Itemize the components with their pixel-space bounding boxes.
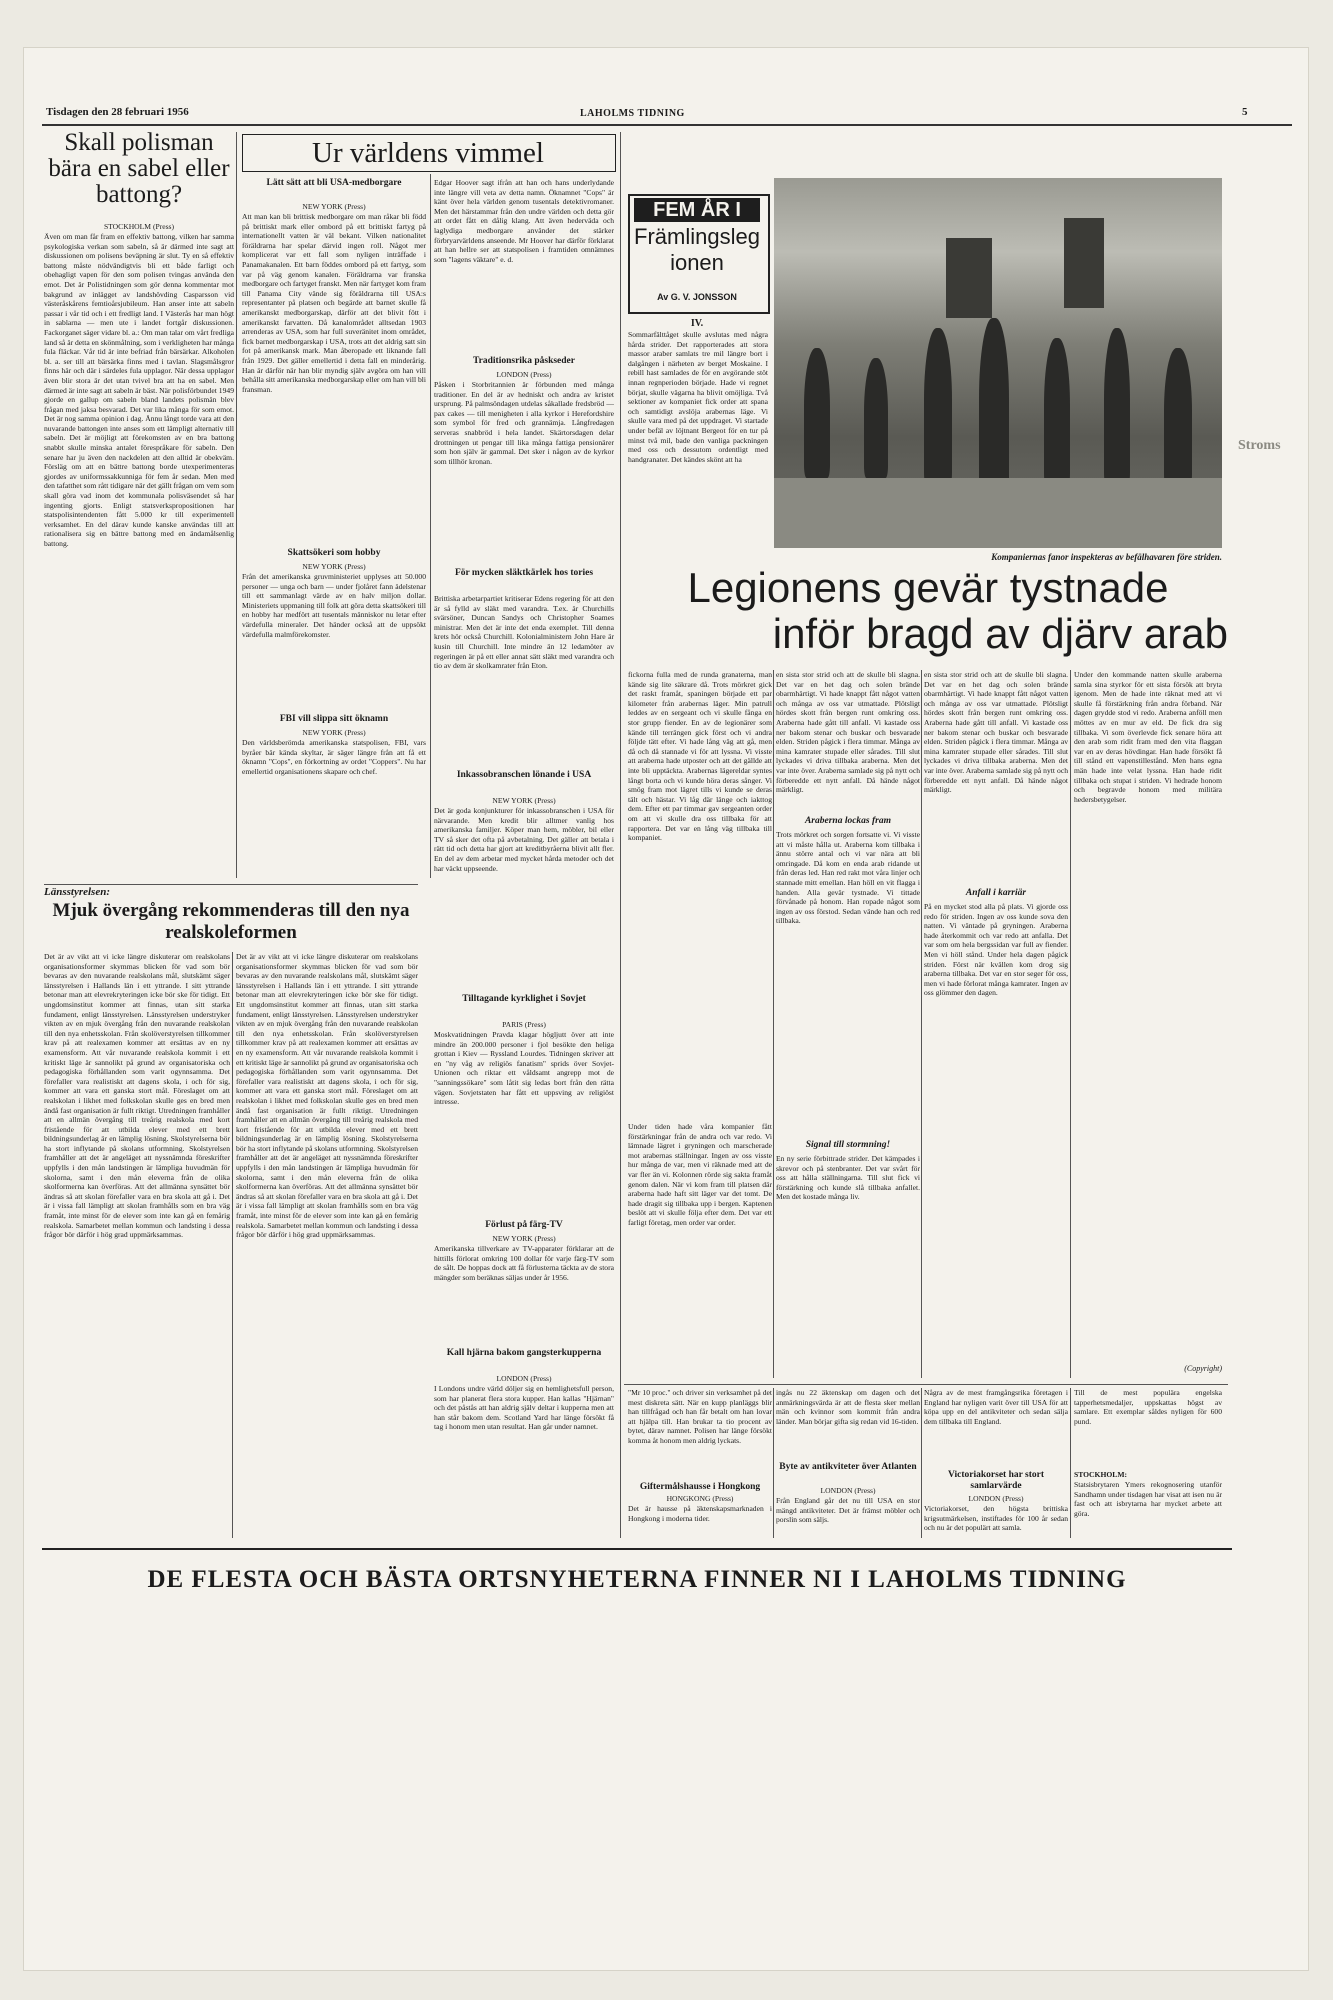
article-slaktkarlek-body: Brittiska arbetarpartiet kritiserar Edens regering för att den är så fylld av släkt med varandra. T.ex. är Churchills svärsöner, Duncan Sandys och Christopher Soames ministrar. Men det är inte det enda exemplet. Till denna krets hör också Churchill. Kolonialministern John Hare är kusin till Churchill. Inte mindre än 12 ledamöter av regeringen är på ett eller annat sätt släkt med varandra och tio av dem är skolkamrater från Eton. bbox=[434, 594, 614, 671]
bottom-c2-body: ingås nu 22 äktenskap om dagen och det anmärkningsvärda är att de flesta sker mellan män och kvinnor som kommit från andra länder. Man börjar gifta sig redan vid 16-tiden. bbox=[776, 1388, 920, 1426]
bottom-rule-2 bbox=[921, 1388, 922, 1538]
headline-fbi: FBI vill slippa sitt öknamn bbox=[279, 714, 389, 724]
paper-name: LAHOLMS TIDNING bbox=[580, 108, 685, 119]
dateline-newyork-5: NEW YORK (Press) bbox=[492, 1234, 556, 1243]
bottom-rule-3 bbox=[1070, 1388, 1071, 1538]
dateline-newyork-3: NEW YORK (Press) bbox=[302, 728, 366, 737]
article-paskseder-body: Påsken i Storbritannien är förbunden med många traditioner. En del är av hedniskt och andra av kristet ursprung. På palmsöndagen utdelas såkallade fredsbröd — pax cakes — till menigheten i alla kyrkor i Herefordshire som symbol för fred och grannämja. Långfredagen serveras snabbröd i hela landet. Skärtorsdagen delar drottningen ut pengar till lika många fattiga pensionärer som hon själv är gammal. Det sker i någon av de kyrkor som tillhör kronan. bbox=[434, 380, 614, 466]
headline-slaktkarlek: För mycken släktkärlek hos tories bbox=[454, 568, 594, 578]
dateline-hongkong: HONGKONG (Press) bbox=[666, 1494, 734, 1503]
margin-bleed-text: Stroms bbox=[1238, 438, 1281, 453]
page-number: 5 bbox=[1242, 106, 1248, 118]
flag-icon bbox=[946, 238, 992, 318]
legion-rule-3 bbox=[1070, 670, 1071, 1378]
headline-skattsokeri: Skattsökeri som hobby bbox=[287, 548, 381, 558]
dateline-col1: STOCKHOLM (Press) bbox=[103, 222, 175, 231]
copyright-note: (Copyright) bbox=[1184, 1364, 1222, 1373]
article-fbi-continued: Edgar Hoover sagt ifrån att han och hans underlydande inte längre vill veta av detta namn. Öknamnet "Cops" är känt över hela världen genom tusentals detektivromaner. Men det härstammar från den undre världen och detta gör att ordet fått en dålig klang. Att även hederväda och laglydiga medborgare använder det stärker förbryarvärldens anseende. Mr Hoover har därför förklarat att han hellre ser att statspolisen i framtiden omnämnes som "lagens väktare" e. d. bbox=[434, 178, 614, 264]
headline-victoriakorset: Victoriakorset har stort samlarvärde bbox=[947, 1470, 1045, 1491]
soldier-figure bbox=[1044, 338, 1070, 488]
article-farg-tv-body: Amerikanska tillverkare av TV-apparater förklarar att de hittills förlorat omkring 100 dollar för varje färg-TV som de sålt. De hoppas dock att få förlusterna täckta av de stora mängder som beräknas säljas under år 1956. bbox=[434, 1244, 614, 1282]
article-inkasso-body: Det är goda konjunkturer för inkassobranschen i USA för närvarande. Men kredit blir alltmer vanlig hos amerikanska familjer. Köper man hem, möbler, bil eller TV så sker det ofta på avbetalning. Det gäller att betala i rätt tid och detta har gjort att kreditbyråerna blivit allt fler. En del av dem arbetar med mycket hårda metoder och det har väckt uppseende. bbox=[434, 806, 614, 873]
newspaper-page bbox=[24, 48, 1308, 1970]
column-rule-1 bbox=[236, 132, 237, 878]
dateline-newyork-1: NEW YORK (Press) bbox=[302, 202, 366, 211]
bottom-c1-body: "Mr 10 proc." och driver sin verksamhet på det mest diskreta sätt. När en kupp planläggs blir han tillfrågad och han får betalt om han lovar att hjälpa till. Han brukar ta tio procent av bytet, därav namnet. Polisen har länge försökt komma åt honom men aldrig lyckats. bbox=[628, 1388, 772, 1445]
photo-caption: Kompaniernas fanor inspekteras av befälhavaren före striden. bbox=[991, 552, 1222, 562]
headline-usa-medborgare: Lätt sätt att bli USA-medborgare bbox=[266, 178, 402, 188]
article-usa-medborgare-body: Att man kan bli brittisk medborgare om man råkar bli född på brittiskt mark eller ombord på ett brittiskt fartyg på internationellt vatten är väl bekant. Vilken nationalitet föräldrarna har spelar därvid ingen roll. Något mer komplicerat var ett fall som nyligen inträffade i Panamakanalen. Ett barn föddes ombord på ett fartyg, som var på väg genom kanalen. Föräldrarna var franska medborgare och fartyget franskt. Men när fartyget kom fram till Panama City vände sig föräldrarna till USA:s representanter på platsen och begärde att barnet skulle få amerikanskt medborgarskap, därför att det blivit fött i amerikanskt farvatten. Då kanalområdet alltsedan 1903 arrenderas av USA, som har full suveränitet inom området, fick barnet medborgarskap i USA, trots att det aldrig satt sin fot på amerikansk mark. Man åberopade ett liknande fall från 1929. Det gäller emellertid i detta fall en minderårig. Han är därför när han blir myndig själv avgöra om han vill behålla sitt amerikanska medborgarskap eller om han vill bli fransman. bbox=[242, 212, 426, 394]
footer-rule-top bbox=[42, 1548, 1232, 1550]
legion-title: Främlingslegionen bbox=[634, 224, 760, 275]
soldier-figure bbox=[1104, 328, 1130, 488]
column-rule-4 bbox=[620, 132, 621, 1538]
dateline-london-3: LONDON (Press) bbox=[820, 1486, 876, 1495]
legion-kicker: FEM ÅR I bbox=[634, 198, 760, 222]
headline-antikviteter: Byte av antikviteter över Atlanten bbox=[779, 1462, 917, 1472]
headline-giftermal: Giftermålshausse i Hongkong bbox=[639, 1482, 761, 1492]
box-title: Ur världens vimmel bbox=[312, 137, 544, 169]
legion-body-col3a: en sista stor strid och att de skulle bli slagna. Det var en het dag och solen brände obarmhärtigt. Vi hade knappt fått något vatten och många av oss var utmattade. Plötsligt hördes skott från bergen runt omkring oss. Araberna hade gått till anfall. Vi kastade oss ner bakom stenar och buskar och besvarade elden. Striden pågick i flera timmar. Många av mina kamrater stupade eller sårades. Till slut lyckades vi driva tillbaka araberna. Men det var inte över. Araberna samlade sig på nytt och förberedde ett nytt anfall. Då hände något märkligt. bbox=[924, 670, 1068, 795]
dateline-newyork-2: NEW YORK (Press) bbox=[302, 562, 366, 571]
bottom-c4-b2: Statsisbrytaren Ymers rekognosering utanför Sandhamn under tisdagen har visat att isen nu är fast och att isbrytarna har mycket arbete att göra. bbox=[1074, 1480, 1222, 1518]
article-sabel-body: Även om man får fram en effektiv battong, vilken har samma psykologiska verkan som sabeln, så är därmed inte sagt att diskussionen om polisens beväpning är slut. Ty en så effektiv battong måste nödvändigtvis bli ett både farligt och obehagligt vapen för den som polisen tvingas använda den emot. Det är Polistidningen som gör denna kommentar mot bakgrund av inlägget av landshövding Casparsson vid västeråskårens femtioårsjubileum. Han anser inte att sabeln passar i vår tid och i ett fredligt land. I Västerås har man högt in sablarna — men ute i landet fortgår diskussionen. Fackorganet säger vidare bl. a.: Om man talar om vårt fredliga land så är detta en skönmålning, som i verkligheten har många fula fläckar. Vår tid är inte befriad från bärsärkar. Alkoholen bl. a. ser till att bärsärka finns med i tavlan. Slagsmålsgror finns här och där i särdeles fula upplagor. När dessa upplagor även blir stora är det utan tvivel bra att ha en sabel. Men därmed är inte sagt att sabeln är bäst. När polisförbundet 1949 gjorde en gallup om sabeln bland landets polismän blev frågan med jaksa besvarad. Det var lika många för som emot. Det är nog samma opinion i dag. Ännu långt torde vara att den nuvarande battongen inte anses som ett lämpligt alternativ till sabeln. Det är möjligt att förekomsten av en bra battong snabbt skulle minska antalet förespråkare för sabeln. Den senare har ju även den nackdelen att den alltid är obekväm. Försläg om att en bättre battong borde utexperimenteras gjordes av uniformssakkunniga för fem år sedan. Men med den tafatthet som rått tidigare när det gällt frågan om vem som skall göra vad inom det kommunala polisväsendet så har ingenting gjorts. Enligt statsverkspropositionen har statspolisintendenten fått 5.000 kr till experimentell verksamhet. En del därav kunde kanske användas till att rationalisera sig en bättre battong med en ändamålsenlig battong. bbox=[44, 232, 234, 548]
section-rule bbox=[44, 884, 418, 885]
soldier-figure bbox=[979, 318, 1009, 498]
column-rule-2 bbox=[232, 952, 233, 1538]
bottom-c2-b2: Från England går det nu till USA en stor mängd antikviteter. Det är främst möbler och porslin som säljs. bbox=[776, 1496, 920, 1525]
bottom-c3-b2: Victoriakorset, den högsta brittiska krigsutmärkelsen, instiftades för 100 år sedan och nu är det populärt att samla. bbox=[924, 1504, 1068, 1533]
legion-byline: Av G. V. JONSSON bbox=[657, 292, 737, 302]
photo-ground bbox=[774, 478, 1222, 548]
legion-body-col2b: Trots mörkret och sorgen fortsatte vi. Vi visste att vi måste hålla ut. Araberna kom tillbaka i ännu större antal och vi var nära att bli omringade. Då kom en enda arab ridande ut från deras led. Han red rakt mot våra linjer och stannade mitt emellan. Han höll en vit flagga i handen. Alla gevär tystnade. Vi tittade förvånade på honom. Han ropade något som ingen av oss förstod. Sedan vände han och red tillbaka. bbox=[776, 830, 920, 926]
bottom-c4-body: Till de mest populära engelska tapperhetsmedaljer, uppskattas högst av samlare. Ett exemplar såldes nyligen för 600 pund. bbox=[1074, 1388, 1222, 1426]
issue-date: Tisdagen den 28 februari 1956 bbox=[46, 106, 189, 118]
headline-inkasso: Inkassobranschen lönande i USA bbox=[456, 770, 592, 780]
dateline-paris: PARIS (Press) bbox=[502, 1020, 546, 1029]
subhead-araberna: Araberna lockas fram bbox=[804, 816, 892, 826]
article-realskola-col2: Det är av vikt att vi icke längre diskuterar om realskolans organisationsformer skymmas blicken för vad som bör bevaras av den nuvarande realskolans mål, slutskämt säger länsstyrelsen i Hallands län i ett yttrande. I sitt yttrande betonar man att elevrekryteringen icke bör ske för tidigt. Ett ungdomsinstitut kommer att finnas, utan sitt starka fundament, enligt länsstyrelsen. Länsstyrelsen understryker vikten av en mjuk övergång från den nuvarande realskolan till den nya enhetsskolan. Från skolöverstyrelsen tillkommer krav på att realexamen kommer att ersättas av en ny examensform. Att vår nuvarande realskola kommit i ett kritiskt läge är sannolikt på grund av organisatoriska och pedagogiska förhållanden som varit ogynnsamma. Det förefaller vara realistiskt att dagens skola, i och för sig, kommer att vara ett ganska stort mål. Föreslaget om att realskolan i likhet med folkskolan skulle ges en bred men ändå fast organisation är fullt riktigt. Utredningen framhåller att en allmän övergång till treårig realskola med kort fristående för att utbilda elever med ett brett bildningsunderlag är en lämplig lösning. Skolstyrelserna bör ha stort inflytande på skolans utformning. Skolstyrelsen framhåller att det är angeläget att nyssnämnda föreskrifter uppfylls i den mån landstingen är lämpliga huvudmän för skolorna, samt i den mån eleverna från de olika skolformerna kan överföras. Att det allmänna synsättet bör ändras så att skolan förefaller vara en bra skola att gå i. Det är i vissa fall lämpligt att skolan framhålls som en bra väg framåt, inte minst för de elever som inte kan gå en femårig realskola. Samarbetet mellan kommun och landsting i dessa frågor bör därför i hög grad uppmärksammas. bbox=[236, 952, 418, 1240]
article-gangster-body: I Londons undre värld döljer sig en hemlighetsfull person, som har planerat flera stora kupper. Han kallas "Hjärnan" och det påstås att han aldrig själv deltar i kupperna men att han står bakom dem. Scotland Yard har länge försökt få tag i honom men utan resultat. Han går under namnet. bbox=[434, 1384, 614, 1432]
headline-sabel: Skall polisman bära en sabel eller battong? bbox=[48, 129, 230, 208]
legion-body-col1: fickorna fulla med de runda granaterna, man kände sig lite säkrare då. Trots mörkret gick det raskt framåt, spaningen började ett par kilometer från arabernas läger. Min patrull leddes av en sergeant och vi skulle fånga en stor grupp fiender. En av de legionärer som kände till terrängen gick först och vi andra följde tätt efter. Vi hade lång väg att gå, men då och då stannade vi för att lyssna. Vi visste att araberna hade utposter och att det gällde att inte bli upptäckta. Arabernas lägereldar syntes långt borta och vi kunde höra deras sånger. Vi smög fram mot lägret tills vi kunde se deras tält och hästar. Vi låg där länge och iakttog dem. Efter ett par timmar gav sergeanten order om att vi skulle dra oss tillbaka för att rapportera. Det var en lång väg tillbaka till kompaniet. bbox=[628, 670, 772, 843]
legion-body-col2a: en sista stor strid och att de skulle bli slagna. Det var en het dag och solen brände obarmhärtigt. Vi hade knappt fått något vatten och många av oss var utmattade. Plötsligt hördes skott från bergen runt omkring oss. Araberna hade gått till anfall. Vi kastade oss ner bakom stenar och buskar och besvarade elden. Striden pågick i flera timmar. Många av mina kamrater stupade eller sårades. Till slut lyckades vi driva tillbaka araberna. Men det var inte över. Araberna samlade sig på nytt och förberedde ett nytt anfall. Då hände något märkligt. bbox=[776, 670, 920, 795]
article-kyrklighet-body: Moskvatidningen Pravda klagar högljutt över att inte mindre än 200.000 personer i fjol besökte den heliga grottan i Kiev — Ryssland Lourdes. Tidningen skriver att en "ny våg av religiös fanatism" sprids över Sovjet-Unionen och riktar ett våldsamt angrepp mot de "sanningssökare" som låtit sig ledas bort från den rätta vägen. Sovjetstaten har fått ett uppsving av religiöst intresse. bbox=[434, 1030, 614, 1107]
article-realskola-col1: Det är av vikt att vi icke längre diskuterar om realskolans organisationsformer skymmas blicken för vad som bör bevaras av den nuvarande realskolans mål, slutskämt säger länsstyrelsen i Hallands län i ett yttrande. I sitt yttrande betonar man att elevrekryteringen icke bör ske för tidigt. Ett ungdomsinstitut kommer att finnas, utan sitt starka fundament, enligt länsstyrelsen. Länsstyrelsen understryker vikten av en mjuk övergång från den nuvarande realskolan till den nya enhetsskolan. Från skolöverstyrelsen tillkommer krav på att realexamen kommer att ersättas av en ny examensform. Att vår nuvarande realskola kommit i ett kritiskt läge är sannolikt på grund av organisatoriska och pedagogiska förhållanden som varit ogynnsamma. Det förefaller vara realistiskt att dagens skola, i och för sig, kommer att vara ett ganska stort mål. Föreslaget om att realskolan i likhet med folkskolan skulle ges en bred men ändå fast organisation är fullt riktigt. Utredningen framhåller att en allmän övergång till treårig realskola med kort fristående för att utbilda elever med ett brett bildningsunderlag är en lämplig lösning. Skolstyrelserna bör ha stort inflytande på skolans utformning. Skolstyrelsen framhåller att det är angeläget att nyssnämnda föreskrifter uppfylls i den mån landstingen är lämpliga huvudmän för skolorna, samt i den mån eleverna från de olika skolformerna kan överföras. Att det allmänna synsättet bör ändras så att skolan förefaller vara en bra skola att gå i. Det är i vissa fall lämpligt att skolan framhålls som en bra väg framåt, inte minst för de elever som inte kan gå en femårig realskola. Samarbetet mellan kommun och landsting i dessa frågor bör därför i hög grad uppmärksammas. bbox=[44, 952, 230, 1240]
legion-intro: Sommarfälttåget skulle avslutas med några hårda strider. Det rapporterades att stora massor araber samlats tre mil längre bort i dalgången i närheten av berget Moskaine. I rebill hast samlades de för en avgörande stöt innan regnperioden började. Hade vi regnet börjat, skulle vägarna ha blivit omöjliga. Två sektioner av kompaniet fick order att spana och samtidigt avslöja arabernas läge. Vi skulle vara med på det uppdraget. Vi startade under befäl av löjtnant Bergeot för en tur på minst två mil, bade den vanliga packningen med oss och dessutom ordentligt med handgranater. Det kändes skönt att ha bbox=[628, 330, 768, 464]
subhead-stormning: Signal till stormning! bbox=[805, 1140, 891, 1150]
soldier-figure bbox=[804, 348, 830, 478]
legion-numeral: IV. bbox=[690, 318, 704, 329]
headline-paskseder: Traditionsrika påskseder bbox=[473, 356, 575, 366]
article-fbi-body: Den världsberömda amerikanska statspolisen, FBI, vars byråer bär kända skyltar, är säger längre från att få ett öknamn "Cops", en förkortning av ordet "Coppers". Nu har emellertid organisationens skapare och chef. bbox=[242, 738, 426, 776]
article-skattsokeri-body: Från det amerikanska gruvministeriet upplyses att 50.000 personer — unga och barn — under fjolåret fann ädelstenar till ett sammanlagt värde av en halv miljon dollar. Ministeriets uppmaning till folk att göra detta skattsökeri till en hobby har medfört att tusentals människor nu letar efter värdefulla mineraler. Det händer också att de uppsökt värdefulla malmförekomster. bbox=[242, 572, 426, 639]
legion-rule-2 bbox=[921, 670, 922, 1378]
legion-bottom-rule bbox=[624, 1384, 1228, 1385]
headline-farg-tv: Förlust på färg-TV bbox=[485, 1220, 563, 1230]
section-label: Länsstyrelsen: bbox=[44, 886, 110, 898]
headline-kyrklighet: Tilltagande kyrklighet i Sovjet bbox=[462, 994, 586, 1004]
column-rule-3 bbox=[430, 174, 431, 878]
legion-photo bbox=[774, 178, 1222, 548]
legion-body-col4: Under den kommande natten skulle araberna samla sina styrkor för ett sista försök att bryta igenom. Men de hade inte räknat med att vi skulle få förstärkning från andra förband. När dagen grydde stod vi redo. Araberna anföll men möttes av en mur av eld. De fick dra sig tillbaka. Vi som överlevde fick senare höra att den arab som ridit fram med den vita flaggan var en av deras hövdingar. Han hade försökt få till stånd ett vapenstillestånd. Men hans egna män hade inte velat lyssna. Han hade ridit tillbaka och stupat i striden. Vi hedrade honom och begravde honom med militära hedersbetygelser. bbox=[1074, 670, 1222, 804]
masthead-rule bbox=[42, 124, 1292, 126]
headline-legion-1: Legionens gevär tystnade bbox=[687, 564, 1169, 611]
bottom-c3-body: Några av de mest framgångsrika företagen i England har nyligen varit över till USA för att köpa upp en del antikviteter och sedan sälja dem tillbaka till England. bbox=[924, 1388, 1068, 1426]
bottom-c1-b2: Det är hausse på äktenskapsmarknaden i Hongkong i moderna tider. bbox=[628, 1504, 772, 1523]
soldier-figure bbox=[924, 328, 952, 488]
footer-banner: DE FLESTA OCH BÄSTA ORTSNYHETERNA FINNER NI I LAHOLMS TIDNING bbox=[147, 1566, 1127, 1593]
headline-legion-2: inför bragd av djärv arab bbox=[772, 610, 1228, 657]
flag-icon bbox=[1064, 218, 1104, 308]
soldier-figure bbox=[1164, 348, 1192, 488]
subhead-anfall: Anfall i karriär bbox=[965, 888, 1027, 898]
headline-realskola: Mjuk övergång rekommenderas till den nya realskoleformen bbox=[52, 900, 410, 943]
bottom-rule-1 bbox=[773, 1388, 774, 1538]
dateline-stockholm: STOCKHOLM: bbox=[1074, 1470, 1128, 1479]
legion-body-col2c: En ny serie förbittrade strider. Det kämpades i skrevor och på stenbranter. Det var svårt för oss att hålla ställningarna. Till slut fick vi förstärkning och kunde slå tillbaka anfallet. Men det kostade många liv. bbox=[776, 1154, 920, 1202]
legion-rule-1 bbox=[773, 670, 774, 1378]
soldier-figure bbox=[864, 358, 888, 478]
headline-gangster: Kall hjärna bakom gangsterkupperna bbox=[446, 1348, 602, 1358]
dateline-london-4: LONDON (Press) bbox=[968, 1494, 1024, 1503]
dateline-london-2: LONDON (Press) bbox=[496, 1374, 552, 1383]
legion-body-col1b: Under tiden hade våra kompanier fått förstärkningar från de andra och var redo. Vi lämnade lägret i gryningen och marscherade mot arabernas ställningar. Ingen av oss visste hur många de var, men vi räknade med att de var fler än vi. Kolonnen rörde sig sakta framåt genom dalen. När vi kom fram till platsen där araberna hade haft sitt läger var det tomt. De hade dragit sig tillbaka upp i bergen. Kaptenen beslöt att vi skulle följa efter dem. Det var ett farligt företag, men order var order. bbox=[628, 1122, 772, 1227]
legion-body-col3b: På en mycket stod alla på plats. Vi gjorde oss redo för striden. Ingen av oss kunde sova den natten. Vi väntade på gryningen. Araberna hade återkommit och var redo att anfalla. Det var som om hela bergssidan var full av fiender. Men vi höll stånd. Under hela dagen pågick striden. Först när kvällen kom drog sig araberna tillbaka. Det var en stor seger för oss, men vi hade förlorat många kamrater. Ingen av oss glömmer den dagen. bbox=[924, 902, 1068, 998]
dateline-london-1: LONDON (Press) bbox=[496, 370, 552, 379]
dateline-newyork-4: NEW YORK (Press) bbox=[492, 796, 556, 805]
